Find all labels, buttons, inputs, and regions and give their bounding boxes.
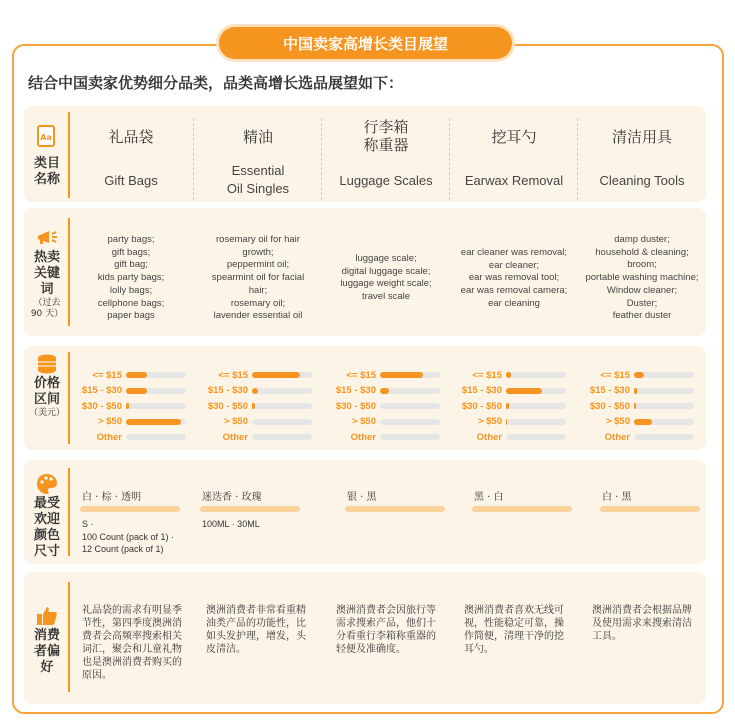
label-color	[28, 472, 66, 560]
price-track	[126, 388, 186, 394]
price-range-label: $15 - $30	[461, 385, 502, 396]
popular-color: 黑 · 白	[474, 492, 504, 503]
price-fill	[506, 372, 511, 378]
price-fill	[380, 372, 423, 378]
price-track	[506, 434, 566, 440]
category-en-name: Cleaning Tools	[599, 173, 685, 188]
keywords-divider	[68, 218, 70, 326]
category-cn-name-line2: 称重器	[363, 136, 409, 154]
category-essential-oil	[198, 128, 318, 198]
label-price-1: 价格	[33, 376, 60, 391]
svg-text:Aa: Aa	[40, 133, 52, 142]
price-row	[332, 384, 440, 398]
price-row	[78, 430, 186, 444]
price-row	[586, 384, 694, 398]
price-fill	[126, 403, 129, 409]
pref-divider	[68, 582, 70, 692]
price-fill	[634, 419, 652, 425]
price-row	[458, 368, 566, 382]
price-row	[332, 430, 440, 444]
price-row	[458, 399, 566, 413]
popular-color: 白 · 黑	[602, 492, 632, 503]
label-pref	[28, 604, 66, 676]
price-track	[634, 434, 694, 440]
price-track	[252, 388, 312, 394]
keyword-item: rosemary oil;	[230, 297, 286, 309]
price-row	[458, 384, 566, 398]
price-track	[380, 372, 440, 378]
keyword-item: peppermint oil;	[226, 259, 290, 271]
price-range-label: $15 - $30	[335, 385, 376, 396]
color-underline	[80, 506, 180, 512]
price-row	[586, 415, 694, 429]
category-cn-name: 礼品袋	[108, 128, 154, 146]
category-gift-bags	[72, 128, 190, 190]
price-range-label: <= $15	[600, 369, 630, 381]
popular-color: 迷迭香 · 玫瑰	[202, 492, 262, 503]
price-row	[204, 430, 312, 444]
price-track	[380, 434, 440, 440]
price-range-label: $15 - $30	[207, 385, 248, 396]
price-range-label: Other	[96, 431, 122, 443]
label-keywords-3: 词	[40, 282, 54, 297]
price-fill	[252, 403, 255, 409]
price-row	[586, 430, 694, 444]
price-fill	[634, 372, 644, 378]
keyword-item: Duster;	[626, 297, 658, 309]
keyword-item: damp duster;	[614, 234, 670, 245]
label-color-2: 欢迎	[33, 512, 60, 527]
price-fill	[252, 388, 258, 394]
price-fill	[506, 403, 509, 409]
price-track	[126, 403, 186, 409]
popular-size: 100 Count (pack of 1) ·	[82, 531, 175, 542]
price-row	[586, 368, 694, 382]
keywords-column	[580, 234, 704, 323]
palette-icon	[35, 472, 59, 496]
price-fill	[634, 403, 636, 409]
keyword-item: ear cleaning	[488, 297, 540, 309]
label-category-text	[28, 156, 66, 188]
price-row	[332, 399, 440, 413]
keyword-item: ear was removal tool;	[468, 272, 560, 284]
price-range-label: $15 - $30	[589, 385, 630, 396]
keyword-item: Window cleaner;	[606, 284, 678, 296]
column-separator	[449, 118, 450, 200]
price-row	[78, 368, 186, 382]
keyword-item: household & cleaning;	[595, 246, 689, 258]
price-fill	[506, 388, 542, 394]
keyword-item: rosemary oil for hair	[216, 234, 300, 245]
consumer-preference: 澳洲消费者会因旅行等需求搜索产品，他们十分看重行李箱称重器的轻便及准确度。	[336, 605, 436, 655]
price-row	[78, 384, 186, 398]
category-divider	[68, 112, 70, 198]
coins-icon	[35, 352, 59, 376]
keyword-item: portable washing machine;	[585, 272, 699, 284]
label-keywords-1: 热卖	[33, 250, 60, 265]
price-track	[252, 403, 312, 409]
label-pref-2: 者偏	[33, 644, 60, 659]
keyword-item: spearmint oil for facial	[211, 272, 305, 284]
price-track	[252, 419, 312, 425]
price-range-label: Other	[604, 431, 630, 443]
price-row	[332, 368, 440, 382]
price-track	[634, 388, 694, 394]
keyword-item: broom;	[627, 259, 657, 271]
keyword-item: feather duster	[612, 310, 672, 322]
label-category-line: 类目	[33, 156, 60, 171]
keyword-item: ear cleaner was removal;	[460, 247, 568, 258]
keyword-item: luggage weight scale;	[340, 278, 432, 290]
column-separator	[577, 118, 578, 200]
consumer-preference: 澳洲消费者喜欢无线可视，性能稳定可靠，操作简便，清理干净的挖耳勺。	[464, 605, 564, 655]
keyword-item: kids party bags;	[97, 272, 165, 284]
price-row	[458, 415, 566, 429]
category-en-name: Gift Bags	[104, 173, 158, 188]
category-en-name-line1: Essential	[231, 163, 285, 178]
label-price-2: 区间	[33, 392, 60, 407]
label-pref-3: 好	[40, 660, 54, 675]
price-fill	[126, 419, 181, 425]
price-row	[458, 430, 566, 444]
price-track	[380, 388, 440, 394]
price-range-label: $30 - $50	[207, 400, 248, 412]
price-range-label: Other	[222, 431, 248, 443]
price-track	[252, 434, 312, 440]
popular-color: 白 · 棕 · 透明	[82, 492, 142, 503]
price-range-label: <= $15	[346, 369, 376, 381]
price-range-label: > $50	[477, 416, 502, 427]
label-color-4: 尺寸	[33, 544, 60, 559]
price-row	[78, 415, 186, 429]
consumer-preference: 澳洲消费者非常看重精油类产品的功能性，比如头发护理，增发，头皮清洁。	[206, 605, 306, 655]
price-range-label: $30 - $50	[461, 400, 502, 412]
price-range-label: > $50	[351, 416, 376, 427]
price-track	[380, 419, 440, 425]
price-range-label: > $50	[223, 416, 248, 427]
consumer-preference: 澳洲消费者会根据品牌及使用需求来搜索清洁工具。	[592, 605, 692, 642]
price-range-label: $30 - $50	[589, 400, 630, 412]
keywords-column	[72, 234, 190, 323]
intro-text: 结合中国卖家优势细分品类，品类高增长选品展望如下：	[28, 74, 404, 92]
popular-size: 100ML · 30ML	[202, 519, 260, 529]
label-color-3: 颜色	[33, 528, 60, 543]
price-range-label: > $50	[97, 416, 122, 427]
label-color-1: 最受	[33, 496, 60, 511]
keyword-item: ear cleaner;	[488, 259, 540, 271]
price-fill	[506, 419, 507, 425]
price-track	[506, 388, 566, 394]
price-fill	[634, 388, 637, 394]
price-track	[634, 419, 694, 425]
price-track	[126, 434, 186, 440]
category-earwax-removal	[452, 128, 576, 190]
page-title: 中国卖家高增长类目展望	[219, 27, 512, 59]
category-en-name-line2: Oil Singles	[226, 181, 290, 196]
price-fill	[126, 388, 147, 394]
label-price-3: （美元）	[28, 408, 65, 418]
price-fill	[252, 372, 300, 378]
price-range-label: <= $15	[92, 369, 122, 381]
label-pref-1: 消费	[33, 628, 60, 643]
color-underline	[345, 506, 445, 512]
price-track	[634, 372, 694, 378]
price-range-label: <= $15	[218, 369, 248, 381]
price-track	[126, 372, 186, 378]
color-underline	[472, 506, 572, 512]
price-row	[204, 399, 312, 413]
category-cleaning-tools	[580, 128, 704, 190]
color-underline	[200, 506, 300, 512]
price-range-label: Other	[476, 431, 502, 443]
category-cn-name: 清洁用具	[611, 128, 672, 146]
consumer-preference: 礼品袋的需求有明显季节性，第四季度澳洲消费者会高频率搜索相关词汇，聚会和儿童礼物也是澳洲消费者购买的原因。	[82, 605, 182, 681]
price-range-label: Other	[350, 431, 376, 443]
keyword-item: party bags;	[107, 234, 155, 245]
label-keywords-2: 关键	[33, 266, 60, 281]
color-underline	[600, 506, 700, 512]
price-row	[332, 415, 440, 429]
price-track	[506, 419, 566, 425]
price-divider	[68, 352, 70, 444]
keyword-item: travel scale	[361, 291, 411, 303]
price-track	[506, 403, 566, 409]
thumbs-up-icon	[35, 604, 59, 628]
price-track	[506, 372, 566, 378]
keyword-item: lolly bags;	[109, 284, 153, 296]
price-fill	[126, 372, 147, 378]
category-en-name: Earwax Removal	[464, 173, 564, 188]
category-en-name: Luggage Scales	[339, 173, 433, 188]
price-track	[252, 372, 312, 378]
category-cn-name: 挖耳勺	[491, 128, 537, 146]
keyword-item: ear was removal camera;	[460, 285, 568, 297]
keyword-item: paper bags	[107, 310, 155, 322]
keyword-item: lavender essential oil	[213, 310, 303, 322]
keyword-item: cellphone bags;	[97, 297, 165, 309]
price-row	[78, 399, 186, 413]
keywords-column	[452, 247, 576, 311]
keyword-item: gift bag;	[114, 259, 148, 271]
column-separator	[321, 118, 322, 200]
column-separator	[193, 118, 194, 200]
label-category	[28, 124, 66, 148]
label-price	[28, 352, 66, 419]
price-row	[586, 399, 694, 413]
keyword-item: growth;	[242, 246, 274, 258]
price-row	[204, 368, 312, 382]
popular-size: S ·	[82, 519, 94, 529]
popular-size: 12 Count (pack of 1)	[82, 544, 164, 554]
price-range-label: $15 - $30	[81, 385, 122, 396]
category-cn-name: 精油	[242, 128, 273, 146]
category-luggage-scales	[326, 118, 446, 190]
popular-color: 银 · 黑	[347, 492, 377, 503]
keyword-item: hair;	[248, 284, 268, 296]
price-range-label: $30 - $50	[81, 400, 122, 412]
price-track	[634, 403, 694, 409]
keyword-item: luggage scale;	[355, 253, 417, 264]
megaphone-icon	[35, 226, 59, 250]
price-range-label: > $50	[605, 416, 630, 427]
keywords-column	[198, 234, 318, 323]
price-row	[204, 415, 312, 429]
keywords-column	[326, 253, 446, 304]
font-icon	[35, 124, 59, 148]
keyword-item: gift bags;	[111, 246, 151, 258]
price-track	[126, 419, 186, 425]
label-keywords	[28, 226, 66, 320]
category-cn-name-line1: 行李箱	[363, 118, 409, 136]
label-keywords-5: 90 天）	[30, 309, 64, 319]
price-track	[380, 403, 440, 409]
price-range-label: $30 - $50	[335, 400, 376, 412]
label-category-line: 名称	[33, 172, 60, 187]
price-fill	[380, 388, 389, 394]
price-range-label: <= $15	[472, 369, 502, 381]
label-keywords-4: （过去	[33, 298, 61, 308]
keyword-item: digital luggage scale;	[341, 265, 431, 277]
price-row	[204, 384, 312, 398]
color-divider	[68, 468, 70, 556]
